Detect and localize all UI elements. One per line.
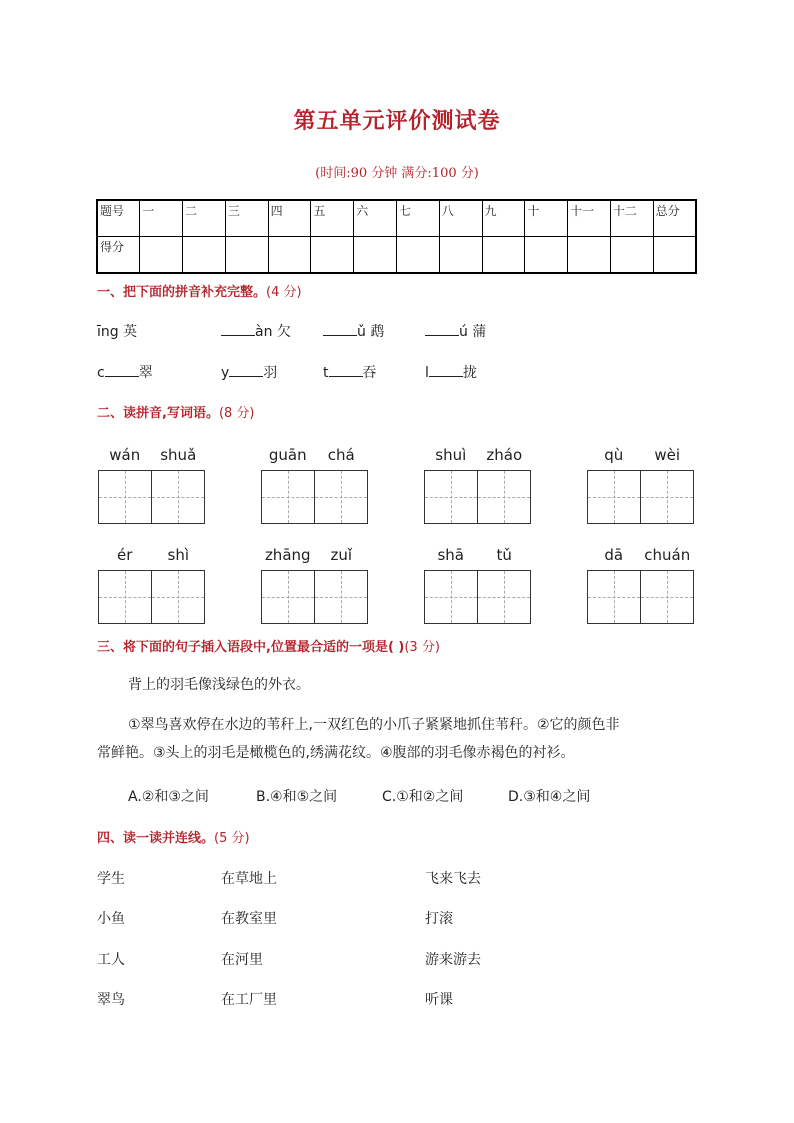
pinyin: shì bbox=[167, 546, 189, 564]
pinyin: shuǎ bbox=[160, 446, 197, 464]
score-table-score-row bbox=[97, 237, 696, 274]
score-table bbox=[96, 199, 697, 274]
s1-text: 吞 bbox=[362, 365, 377, 381]
score-cell: 十二 bbox=[610, 200, 653, 237]
pinyin: qù bbox=[604, 446, 624, 464]
pinyin-word-group bbox=[261, 546, 368, 624]
match-action[interactable]: 游来游去 bbox=[425, 952, 481, 968]
answer-blank[interactable] bbox=[105, 364, 139, 377]
writing-grid[interactable] bbox=[261, 470, 368, 524]
pinyin: shuì bbox=[435, 446, 467, 464]
option-d[interactable]: D.③和④之间 bbox=[508, 789, 591, 805]
score-input-cell[interactable] bbox=[183, 237, 226, 274]
score-cell: 九 bbox=[482, 200, 525, 237]
score-input-cell[interactable] bbox=[396, 237, 439, 274]
score-input-cell[interactable] bbox=[354, 237, 397, 274]
score-row-label: 得分 bbox=[97, 237, 140, 274]
pinyin: ér bbox=[117, 546, 133, 564]
score-table-header-row bbox=[97, 200, 696, 237]
answer-blank[interactable] bbox=[229, 364, 263, 377]
s1-item bbox=[97, 321, 137, 341]
pinyin: zhāng bbox=[264, 546, 311, 564]
writing-grid[interactable] bbox=[98, 470, 205, 524]
score-input-cell[interactable] bbox=[568, 237, 611, 274]
s1-item bbox=[323, 362, 377, 382]
match-subject[interactable]: 小鱼 bbox=[97, 911, 125, 927]
score-input-cell[interactable] bbox=[439, 237, 482, 274]
option-a[interactable]: A.②和③之间 bbox=[128, 789, 209, 805]
section-1-title: 一、把下面的拼音补充完整。 bbox=[97, 285, 267, 300]
pinyin: wèi bbox=[654, 446, 681, 464]
insert-sentence: 背上的羽毛像浅绿色的外衣。 bbox=[128, 677, 310, 693]
answer-blank[interactable] bbox=[429, 364, 463, 377]
section-1-points: (4 分) bbox=[266, 285, 302, 300]
writing-grid[interactable] bbox=[98, 570, 205, 624]
section-2-points: (8 分) bbox=[218, 406, 255, 421]
section-2-title: 二、读拼音,写词语。 bbox=[97, 406, 219, 421]
section-2-heading bbox=[97, 402, 255, 421]
pinyin: zháo bbox=[486, 446, 523, 464]
section-1-heading bbox=[97, 281, 302, 300]
writing-grid[interactable] bbox=[424, 570, 531, 624]
match-subject[interactable]: 学生 bbox=[97, 871, 125, 887]
page-title: 第五单元评价测试卷 bbox=[293, 108, 501, 134]
score-cell: 四 bbox=[268, 200, 311, 237]
s1-text: ú 蒲 bbox=[459, 324, 487, 340]
s1-text: t bbox=[323, 365, 329, 381]
score-input-cell[interactable] bbox=[610, 237, 653, 274]
s1-text: ǔ 鹉 bbox=[357, 324, 385, 340]
pinyin-word-group bbox=[261, 446, 368, 524]
pinyin: guān bbox=[268, 446, 307, 464]
option-c[interactable]: C.①和②之间 bbox=[382, 789, 464, 805]
answer-blank[interactable] bbox=[323, 323, 357, 336]
pinyin: zuǐ bbox=[330, 546, 353, 564]
score-cell: 七 bbox=[396, 200, 439, 237]
score-input-cell[interactable] bbox=[268, 237, 311, 274]
score-cell: 五 bbox=[311, 200, 354, 237]
s1-text: 拢 bbox=[462, 365, 477, 381]
score-input-cell[interactable] bbox=[140, 237, 183, 274]
pinyin: chuán bbox=[644, 546, 691, 564]
score-cell: 六 bbox=[354, 200, 397, 237]
s1-text: àn 欠 bbox=[255, 324, 291, 340]
match-subject[interactable]: 工人 bbox=[97, 952, 125, 968]
match-action[interactable]: 飞来飞去 bbox=[425, 871, 481, 887]
s1-item bbox=[97, 362, 153, 382]
match-subject[interactable]: 翠鸟 bbox=[97, 992, 125, 1008]
score-cell: 八 bbox=[439, 200, 482, 237]
pinyin: chá bbox=[327, 446, 355, 464]
score-input-cell[interactable] bbox=[653, 237, 696, 274]
s1-item bbox=[221, 321, 291, 341]
pinyin-word-group bbox=[424, 446, 531, 524]
s1-text: 翠 bbox=[138, 365, 153, 381]
section-3-points: (3 分) bbox=[404, 640, 440, 655]
answer-blank[interactable] bbox=[425, 323, 459, 336]
paragraph-line: 常鲜艳。③头上的羽毛是橄榄色的,绣满花纹。④腹部的羽毛像赤褐色的衬衫。 bbox=[97, 745, 575, 761]
s1-item bbox=[221, 362, 277, 382]
section-4-heading bbox=[97, 827, 250, 846]
pinyin: tǔ bbox=[496, 546, 512, 564]
score-input-cell[interactable] bbox=[311, 237, 354, 274]
section-4-points: (5 分) bbox=[214, 831, 250, 846]
s1-text: y bbox=[221, 365, 230, 381]
pinyin: wán bbox=[109, 446, 141, 464]
s1-text: īng 英 bbox=[97, 324, 138, 340]
score-cell: 总分 bbox=[653, 200, 696, 237]
exam-info: (时间:90 分钟 满分:100 分) bbox=[315, 166, 479, 181]
answer-blank[interactable] bbox=[329, 364, 363, 377]
match-action[interactable]: 听课 bbox=[425, 992, 453, 1008]
writing-grid[interactable] bbox=[261, 570, 368, 624]
match-place[interactable]: 在河里 bbox=[221, 952, 263, 968]
score-cell: 二 bbox=[183, 200, 226, 237]
score-input-cell[interactable] bbox=[225, 237, 268, 274]
score-cell: 三 bbox=[225, 200, 268, 237]
score-cell: 十 bbox=[525, 200, 568, 237]
match-place[interactable]: 在工厂里 bbox=[221, 992, 277, 1008]
answer-blank[interactable] bbox=[221, 323, 255, 336]
match-place[interactable]: 在教室里 bbox=[221, 911, 277, 927]
section-4-title: 四、读一读并连线。 bbox=[97, 831, 215, 846]
s1-item bbox=[425, 362, 477, 382]
pinyin: dā bbox=[604, 546, 624, 564]
score-cell: 题号 bbox=[97, 200, 140, 237]
pinyin: shā bbox=[437, 546, 464, 564]
writing-grid[interactable] bbox=[587, 470, 694, 524]
writing-grid[interactable] bbox=[424, 470, 531, 524]
paragraph-line: ①翠鸟喜欢停在水边的苇秆上,一双红色的小爪子紧紧地抓住苇秆。②它的颜色非 bbox=[128, 717, 620, 733]
section-3-heading bbox=[97, 636, 440, 655]
s1-text: 羽 bbox=[263, 365, 278, 381]
pinyin-word-group bbox=[587, 546, 694, 624]
s1-item bbox=[425, 321, 486, 341]
score-input-cell[interactable] bbox=[482, 237, 525, 274]
match-place[interactable]: 在草地上 bbox=[221, 871, 277, 887]
score-cell: 十一 bbox=[568, 200, 611, 237]
score-cell: 一 bbox=[140, 200, 183, 237]
match-action[interactable]: 打滚 bbox=[425, 911, 453, 927]
pinyin-word-group bbox=[424, 546, 531, 624]
pinyin-word-group bbox=[587, 446, 694, 524]
s1-item bbox=[323, 321, 384, 341]
score-input-cell[interactable] bbox=[525, 237, 568, 274]
s1-text: l bbox=[425, 365, 429, 381]
pinyin-word-group bbox=[98, 546, 205, 624]
section-3-title: 三、将下面的句子插入语段中,位置最合适的一项是( ) bbox=[97, 640, 405, 655]
option-b[interactable]: B.④和⑤之间 bbox=[256, 789, 338, 805]
s1-text: c bbox=[97, 365, 105, 381]
pinyin-word-group bbox=[98, 446, 205, 524]
writing-grid[interactable] bbox=[587, 570, 694, 624]
